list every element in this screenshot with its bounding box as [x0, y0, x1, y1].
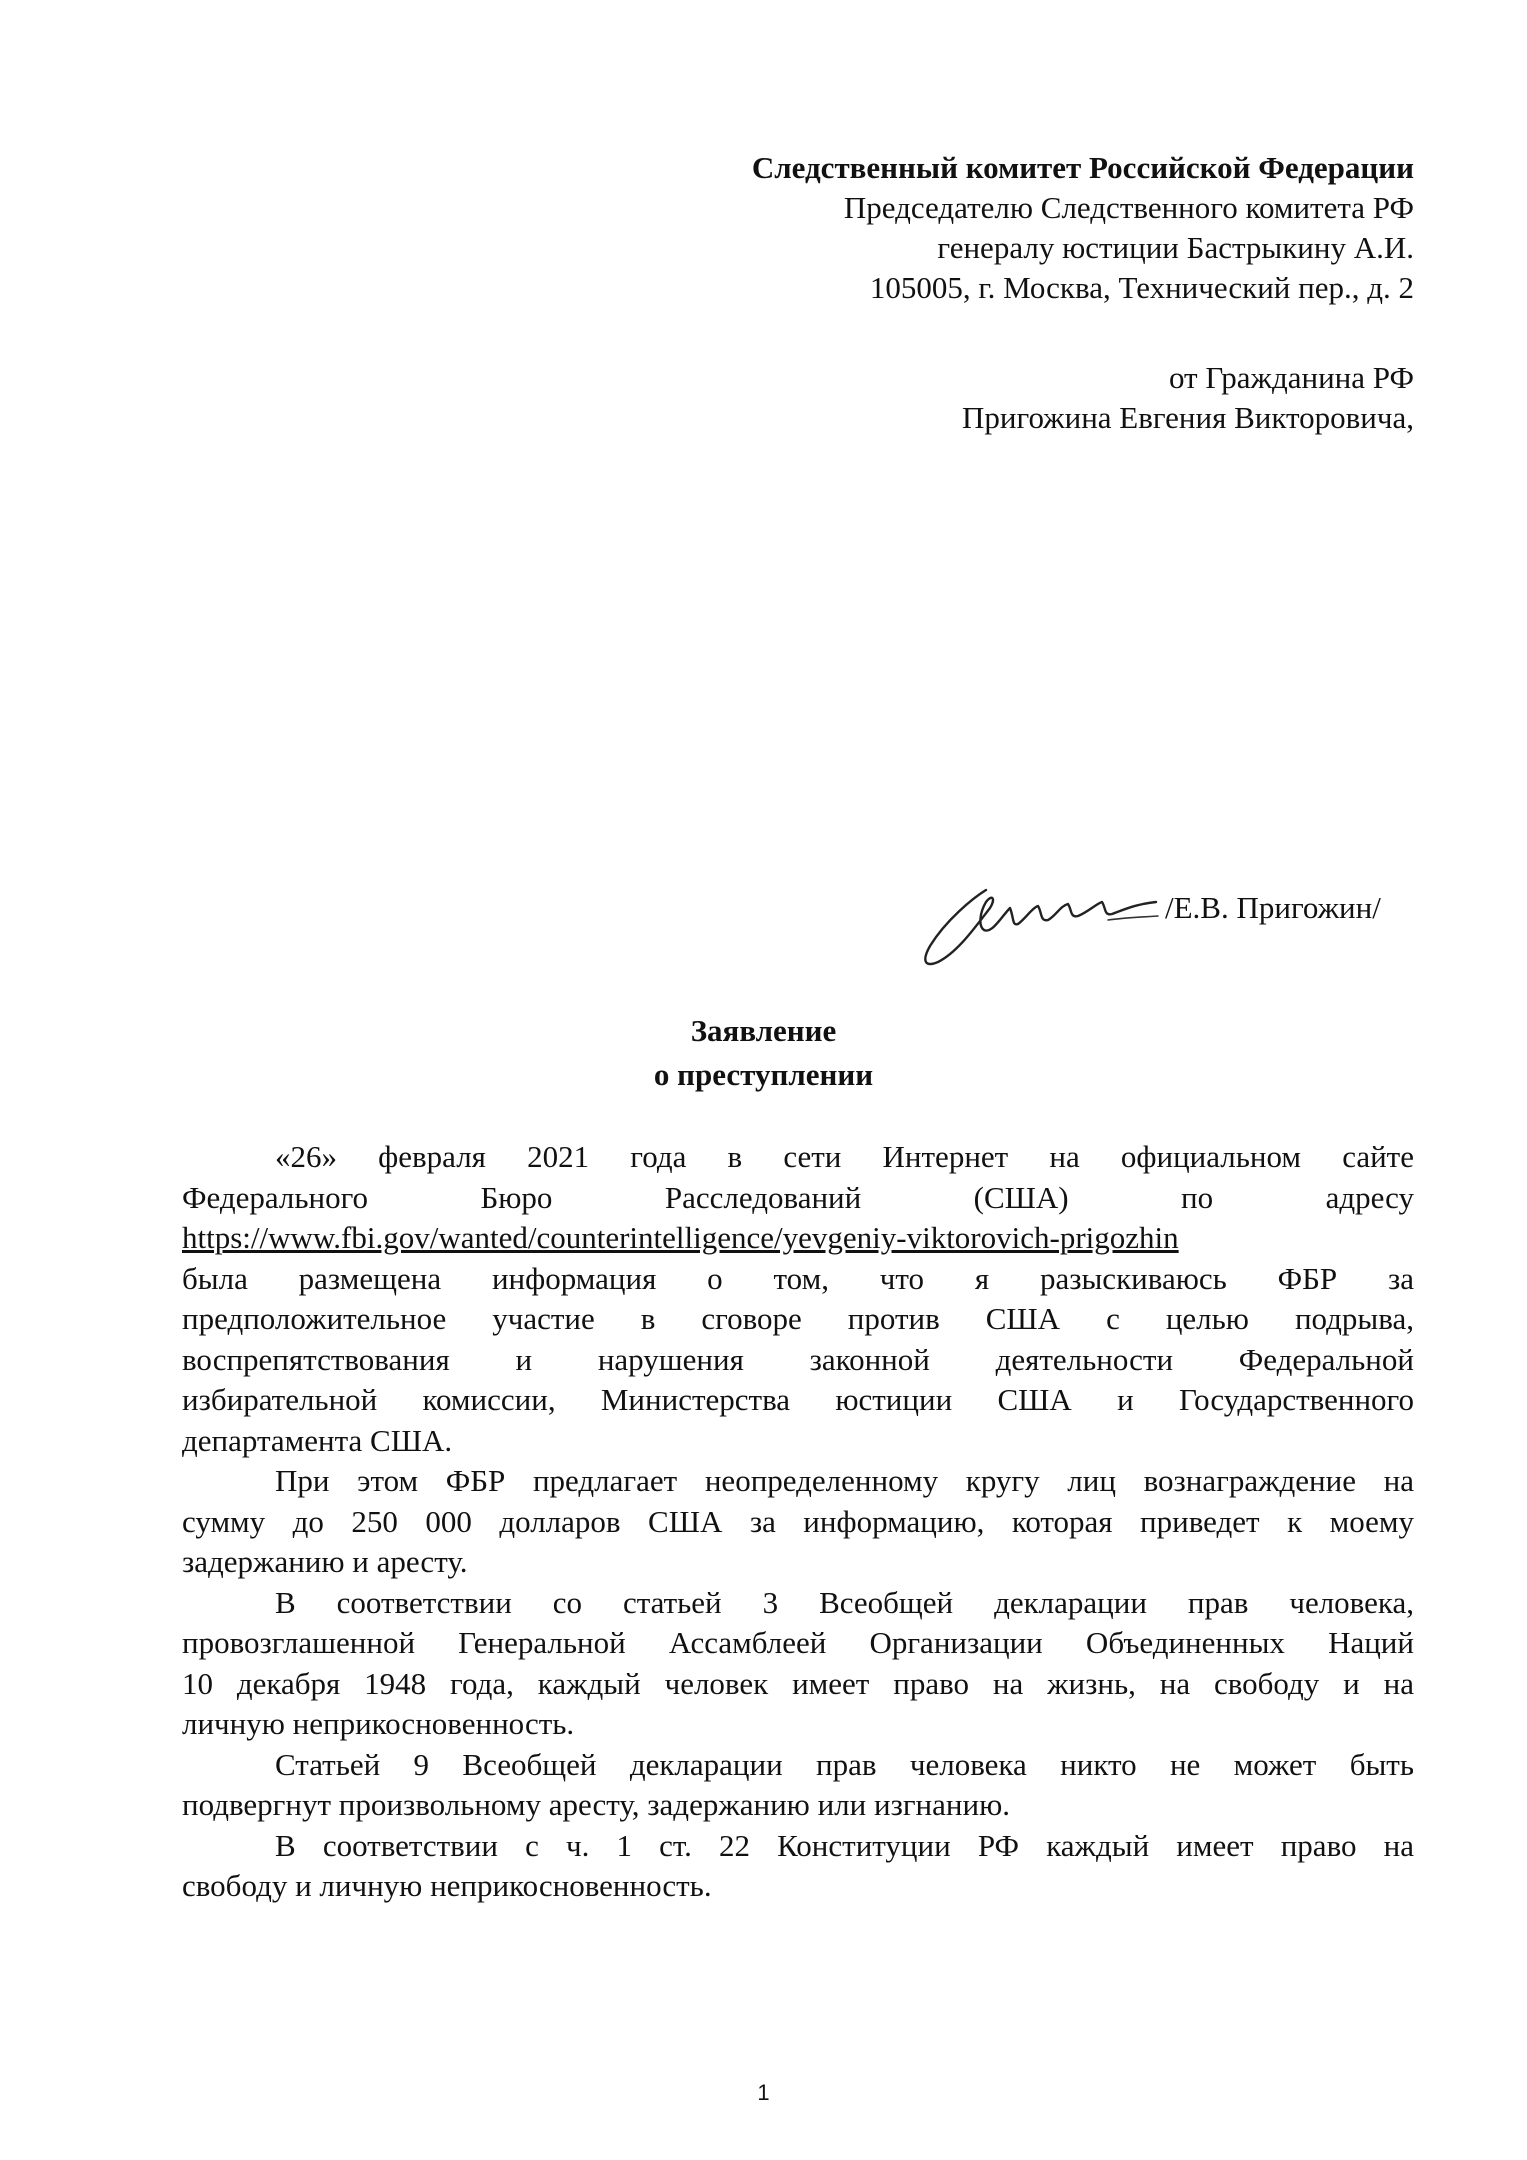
addressee-line-1: Председателю Следственного комитета РФ — [843, 190, 1414, 225]
document-title — [0, 1009, 1527, 1097]
paragraph-4 — [182, 1745, 1414, 1826]
paragraph-3 — [182, 1583, 1414, 1745]
sender-line-1: от Гражданина РФ — [1168, 360, 1414, 395]
addressee-line-2: генералу юстиции Бастрыкину А.И. — [937, 230, 1414, 265]
text-line: В соответствии с ч. 1 ст. 22 Конституции РФ каждый имеет право на — [275, 1827, 1414, 1863]
text-line: департамента США. — [182, 1422, 453, 1458]
text-line: «26» февраля 2021 года в сети Интернет на официальном сайте — [275, 1139, 1414, 1174]
title-line-2: о преступлении — [653, 1057, 874, 1092]
sender-line-2: Пригожина Евгения Викторовича, — [962, 400, 1414, 435]
text-line: В соответствии со статьей 3 Всеобщей декларации прав человека, — [275, 1584, 1414, 1620]
addressee-address: 105005, г. Москва, Технический пер., д. 2 — [869, 270, 1414, 305]
text-line: Статьей 9 Всеобщей декларации прав человека никто не может быть — [275, 1746, 1414, 1782]
fbi-url-link[interactable]: https://www.fbi.gov/wanted/counterintelligence/yevgeniy-viktorovich-prigozhin — [182, 1220, 1179, 1255]
sender-block — [514, 358, 1414, 438]
text-line: сумму до 250 000 долларов США за информацию, которая приведет к моему — [182, 1503, 1414, 1539]
signature-name: /Е.В. Пригожин/ — [1165, 890, 1381, 925]
text-line: задержанию и аресту. — [182, 1544, 468, 1579]
addressee-block — [514, 148, 1414, 308]
text-line: свободу и личную неприкосновенность. — [182, 1868, 712, 1903]
paragraph-2 — [182, 1461, 1414, 1583]
handwritten-signature — [918, 868, 1168, 978]
text-line: личную неприкосновенность. — [182, 1706, 575, 1741]
text-line: избирательной комиссии, Министерства юстиции США и Государственного — [182, 1382, 1414, 1417]
signature-block — [918, 868, 1438, 978]
text-line: Федерального Бюро Расследований (США) по адресу — [182, 1179, 1414, 1215]
addressee-organization: Следственный комитет Российской Федерации — [751, 150, 1414, 185]
paragraph-1 — [182, 1137, 1414, 1461]
text-line: провозглашенной Генеральной Ассамблеей Организации Объединенных Наций — [182, 1625, 1414, 1660]
document-body — [182, 1137, 1414, 1907]
title-line-1: Заявление — [690, 1013, 837, 1048]
page-number: 1 — [757, 2080, 770, 2105]
text-line: предположительное участие в сговоре против США с целью подрыва, — [182, 1301, 1414, 1336]
text-line: При этом ФБР предлагает неопределенному кругу лиц вознаграждение на — [275, 1463, 1414, 1498]
text-line: подвергнут произвольному аресту, задержанию или изгнанию. — [182, 1787, 1010, 1822]
paragraph-5 — [182, 1826, 1414, 1907]
text-line: была размещена информация о том, что я разыскиваюсь ФБР за — [182, 1260, 1414, 1296]
text-line: 10 декабря 1948 года, каждый человек имеет право на жизнь, на свободу и на — [182, 1665, 1414, 1701]
text-line: воспрепятствования и нарушения законной деятельности Федеральной — [182, 1341, 1414, 1377]
